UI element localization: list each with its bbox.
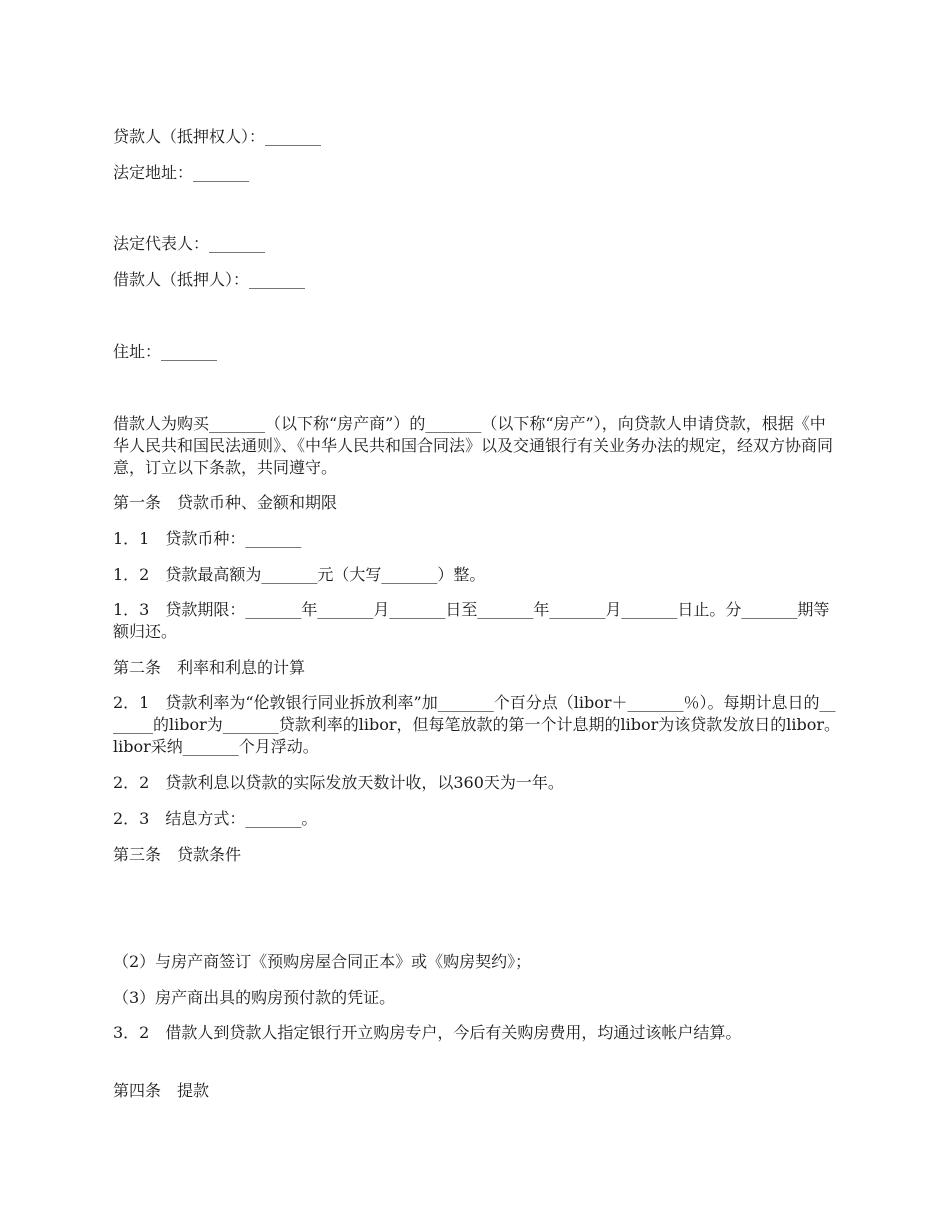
borrower-field: 借款人（抵押人）：_______ bbox=[113, 270, 306, 289]
article-2-title: 第二条 利率和利息的计算 bbox=[113, 658, 306, 677]
legal-representative-field: 法定代表人：_______ bbox=[113, 234, 266, 253]
clause-2-2: 2．2 贷款利息以贷款的实际发放天数计收，以360天为一年。 bbox=[113, 773, 564, 792]
clause-2-3: 2．3 结息方式：_______。 bbox=[113, 809, 318, 828]
clause-1-3: 1．3 贷款期限：_______年_______月_______日至_______年_______月_______日止。分_______期等额归还。 bbox=[113, 600, 830, 641]
intro-paragraph: 借款人为购买_______（以下称“房产商”）的_______（以下称“房产”），向贷款人申请贷款，根据《中华人民共和国民法通则》、《中华人民共和国合同法》以及交通银行有关业务办法的规定，经双方协商同意，订立以下条款，共同遵守。 bbox=[113, 414, 834, 477]
article-3-title: 第三条 贷款条件 bbox=[113, 845, 242, 864]
clause-1-1: 1．1 贷款币种：_______ bbox=[113, 529, 302, 548]
clause-3-item-2: （2）与房产商签订《预购房屋合同正本》或《购房契约》； bbox=[113, 952, 532, 971]
address-field: 住址：_______ bbox=[113, 342, 218, 361]
clause-3-2: 3．2 借款人到贷款人指定银行开立购房专户，今后有关购房费用，均通过该帐户结算。 bbox=[113, 1023, 742, 1042]
clause-3-item-3: （3）房产商出具的购房预付款的凭证。 bbox=[113, 988, 396, 1007]
lender-field: 贷款人（抵押权人）：_______ bbox=[113, 127, 322, 146]
article-4-title: 第四条 提款 bbox=[113, 1081, 210, 1100]
clause-2-1: 2．1 贷款利率为“伦敦银行同业拆放利率”加_______个百分点（libor＋_______％）。每期计息日的_______的libor为_______贷款利率的libor，但每笔放款的第一个计息期的libor为该贷款发放日的libor。libor采纳_______个月浮动。 bbox=[113, 693, 841, 756]
clause-1-2: 1．2 贷款最高额为_______元（大写_______）整。 bbox=[113, 565, 486, 584]
legal-address-field: 法定地址：_______ bbox=[113, 163, 250, 182]
article-1-title: 第一条 贷款币种、金额和期限 bbox=[113, 493, 338, 512]
